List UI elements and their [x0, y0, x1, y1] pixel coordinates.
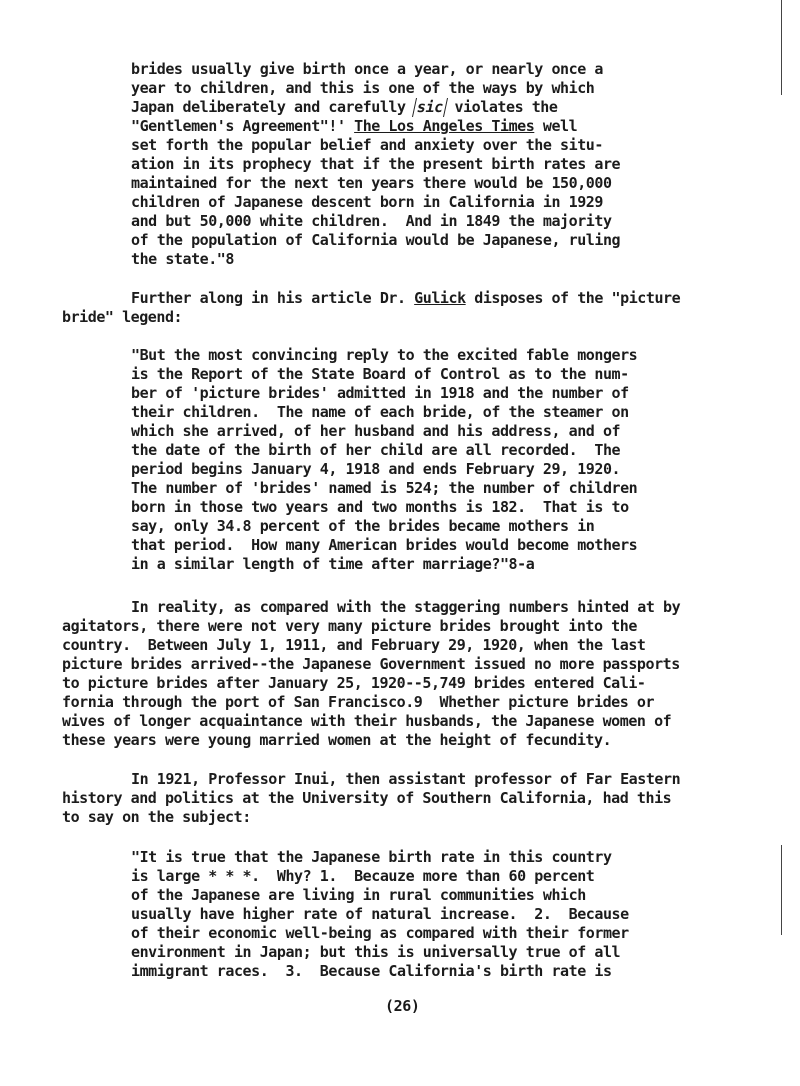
- text-segment: well: [534, 117, 578, 135]
- text-line: year to children, and this is one of the ways by which: [131, 79, 595, 97]
- text-line: [131, 98, 557, 117]
- text-line: set forth the popular belief and anxiety over the situ-: [131, 136, 603, 154]
- text-line: is the Report of the State Board of Control as to the num-: [131, 365, 629, 383]
- text-line: period begins January 4, 1918 and ends February 29, 1920.: [131, 460, 621, 478]
- text-line: of the population of California would be Japanese, ruling: [131, 231, 621, 249]
- text-line: the date of the birth of her child are all recorded. The: [131, 441, 621, 459]
- text-line: brides usually give birth once a year, or nearly once a: [131, 60, 603, 78]
- text-line: born in those two years and two months is 182. That is to: [131, 498, 629, 516]
- text-line: of the Japanese are living in rural communities which: [131, 886, 586, 904]
- text-segment: disposes of the "picture: [465, 289, 681, 307]
- text-line: ber of 'picture brides' admitted in 1918 and the number of: [131, 384, 629, 402]
- text-line: which she arrived, of her husband and his address, and of: [131, 422, 621, 440]
- text-line: to picture brides after January 25, 1920--5,749 brides entered Cali-: [62, 674, 646, 692]
- text-line: say, only 34.8 percent of the brides became mothers in: [131, 517, 595, 535]
- scan-margin-line: [781, 845, 782, 935]
- text-segment: Further along in his article Dr.: [131, 289, 415, 307]
- text-line: picture brides arrived--the Japanese Government issued no more passports: [62, 655, 680, 673]
- text-segment: violates the: [445, 98, 558, 116]
- text-line: maintained for the next ten years there would be 150,000: [131, 174, 612, 192]
- text-line: these years were young married women at the height of fecundity.: [62, 731, 612, 749]
- text-line: bride" legend:: [62, 308, 183, 326]
- text-line: In reality, as compared with the staggering numbers hinted at by: [131, 598, 681, 616]
- scan-margin-line: [781, 0, 782, 95]
- text-line: agitators, there were not very many picture brides brought into the: [62, 617, 637, 635]
- text-line: and but 50,000 white children. And in 1849 the majority: [131, 212, 612, 230]
- text-line: to say on the subject:: [62, 808, 251, 826]
- text-line: children of Japanese descent born in California in 1929: [131, 193, 603, 211]
- text-line: "But the most convincing reply to the excited fable mongers: [131, 346, 638, 364]
- text-line: is large * * *. Why? 1. Becauze more than 60 percent: [131, 867, 595, 885]
- text-line: [131, 289, 680, 308]
- text-line: in a similar length of time after marriage?"8-a: [131, 555, 535, 573]
- text-segment: "Gentlemen's Agreement"!': [131, 117, 355, 135]
- text-segment: Japan deliberately and carefully: [131, 98, 415, 116]
- text-line: In 1921, Professor Inui, then assistant professor of Far Eastern: [131, 770, 681, 788]
- text-line: environment in Japan; but this is universally true of all: [131, 943, 621, 961]
- text-line: wives of longer acquaintance with their husbands, the Japanese women of: [62, 712, 672, 730]
- text-line: country. Between July 1, 1911, and February 29, 1920, when the last: [62, 636, 646, 654]
- text-line: of their economic well-being as compared with their former: [131, 924, 629, 942]
- text-line: The number of 'brides' named is 524; the number of children: [131, 479, 638, 497]
- text-line: [131, 117, 577, 136]
- text-line: the state."8: [131, 250, 234, 268]
- text-line: immigrant races. 3. Because California's birth rate is: [131, 962, 612, 980]
- newspaper-title: The Los Angeles Times: [354, 117, 535, 135]
- text-line: history and politics at the University of Southern California, had this: [62, 789, 672, 807]
- author-name: Gulick: [414, 289, 466, 307]
- text-line: ation in its prophecy that if the present birth rates are: [131, 155, 621, 173]
- text-line: fornia through the port of San Francisco.9 Whether picture brides or: [62, 693, 655, 711]
- text-line: usually have higher rate of natural increase. 2. Because: [131, 905, 629, 923]
- page-number: (26): [385, 997, 420, 1015]
- text-line: "It is true that the Japanese birth rate in this country: [131, 848, 612, 866]
- text-line: that period. How many American brides would become mothers: [131, 536, 638, 554]
- text-line: their children. The name of each bride, of the steamer on: [131, 403, 629, 421]
- sic-annotation: sic: [412, 98, 448, 117]
